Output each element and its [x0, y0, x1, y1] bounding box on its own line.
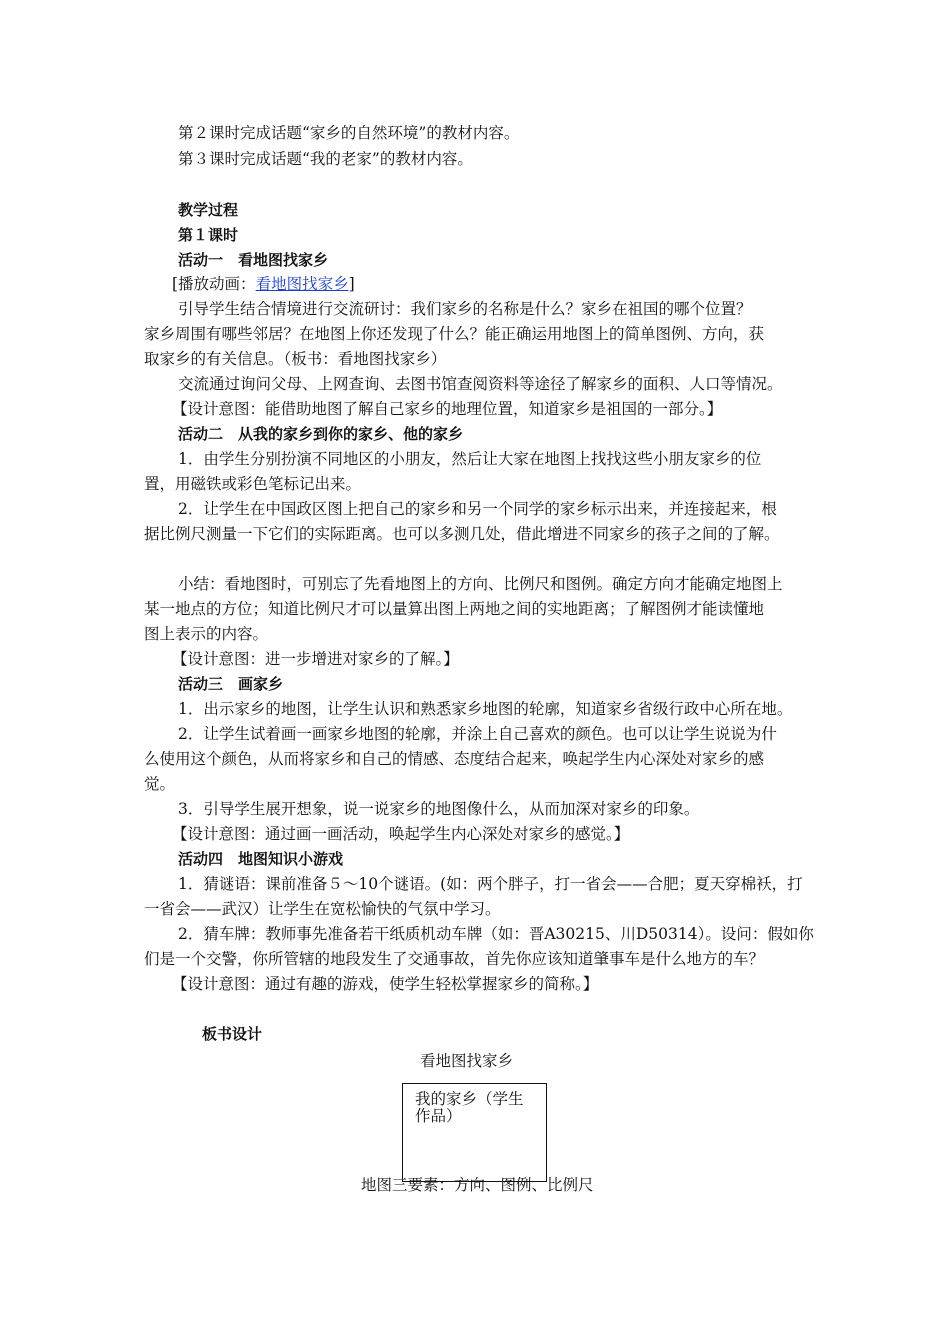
- summary-line: 某一地点的方位；知道比例尺才可以量算出图上两地之间的实地距离；了解图例才能读懂地: [144, 600, 765, 618]
- activity3-item-line: 2．让学生试着画一画家乡地图的轮廓，并涂上自己喜欢的颜色。也可以让学生说说为什: [178, 725, 777, 743]
- activity4-item-line: 一省会——武汉）让学生在宽松愉快的气氛中学习。: [144, 900, 501, 918]
- intro-line-1: 第２课时完成话题“家乡的自然环境”的教材内容。: [178, 124, 520, 142]
- activity3-item-line: 1．出示家乡的地图，让学生认识和熟悉家乡地图的轮廓，知道家乡省级行政中心所在地。: [178, 700, 793, 718]
- activity3-title: 活动三 画家乡: [178, 675, 284, 693]
- activity4-item-line: 1．猜谜语：课前准备５～10个谜语。(如：两个胖子，打一省会——合肥；夏天穿棉袄，打: [178, 875, 803, 893]
- summary-line: 图上表示的内容。: [144, 625, 269, 643]
- play-prefix: [播放动画：: [172, 275, 256, 293]
- activity3-item-line: 觉。: [144, 775, 176, 793]
- intro-line-2: 第３课时完成话题“我的老家”的教材内容。: [178, 150, 473, 168]
- activity3-item-line: 么使用这个颜色，从而将家乡和自己的情感、态度结合起来，唤起学生内心深处对家乡的感: [144, 750, 765, 768]
- activity1-paragraph-line: 引导学生结合情境进行交流研讨：我们家乡的名称是什么？家乡在祖国的哪个位置？: [178, 300, 752, 318]
- board-box: [402, 1083, 547, 1182]
- activity2-item-line: 据比例尺测量一下它们的实际距离。也可以多测几处，借此增进不同家乡的孩子之间的了解。: [144, 525, 780, 543]
- activity1-paragraph-line: 取家乡的有关信息。（板书：看地图找家乡）: [144, 350, 447, 368]
- board-box-text: 我的家乡（学生作品）: [415, 1090, 524, 1125]
- activity2-title: 活动二 从我的家乡到你的家乡、他的家乡: [178, 425, 464, 443]
- activity4-design-intent: 【设计意图：通过有趣的游戏，使学生轻松掌握家乡的简称。】: [172, 975, 599, 993]
- activity2-item-line: 1．由学生分别扮演不同地区的小朋友，然后让大家在地图上找找这些小朋友家乡的位: [178, 450, 762, 468]
- activity2-item-line: 置，用磁铁或彩色笔标记出来。: [144, 475, 362, 493]
- activity1-design-intent: 【设计意图：能借助地图了解自己家乡的地理位置，知道家乡是祖国的一部分。】: [172, 400, 723, 418]
- board-design-heading: 板书设计: [202, 1025, 263, 1043]
- section-heading-lesson1: 第１课时: [178, 226, 239, 244]
- section-heading-process: 教学过程: [178, 201, 239, 219]
- activity2-design-intent: 【设计意图：进一步增进对家乡的了解。】: [172, 650, 459, 668]
- activity4-title: 活动四 地图知识小游戏: [178, 850, 344, 868]
- activity1-paragraph-2: 交流通过询问父母、上网查询、去图书馆查阅资料等途径了解家乡的面积、人口等情况。: [178, 375, 783, 393]
- play-suffix: ]: [348, 275, 355, 293]
- activity4-item-line: 2．猜车牌：教师事先准备若干纸质机动车牌（如：晋A30215、川D50314）。设问：假如你: [178, 925, 814, 943]
- summary-line: 小结：看地图时，可别忘了先看地图上的方向、比例尺和图例。确定方向才能确定地图上: [178, 575, 783, 593]
- animation-link[interactable]: 看地图找家乡: [255, 275, 349, 293]
- play-animation-line: [172, 274, 355, 294]
- activity2-item-line: 2．让学生在中国政区图上把自己的家乡和另一个同学的家乡标示出来，并连接起来，根: [178, 500, 777, 518]
- board-footer: 地图三要素：方向、图例、比例尺: [361, 1176, 594, 1194]
- activity3-design-intent: 【设计意图：通过画一画活动，唤起学生内心深处对家乡的感觉。】: [172, 825, 630, 843]
- activity3-item-line: 3．引导学生展开想象，说一说家乡的地图像什么，从而加深对家乡的印象。: [178, 800, 700, 818]
- activity1-paragraph-line: 家乡周围有哪些邻居？在地图上你还发现了什么？能正确运用地图上的简单图例、方向，获: [144, 325, 765, 343]
- activity4-item-line: 们是一个交警，你所管辖的地段发生了交通事故，首先你应该知道肇事车是什么地方的车？: [144, 950, 765, 968]
- board-title: 看地图找家乡: [420, 1052, 514, 1070]
- activity1-title: 活动一 看地图找家乡: [178, 251, 329, 269]
